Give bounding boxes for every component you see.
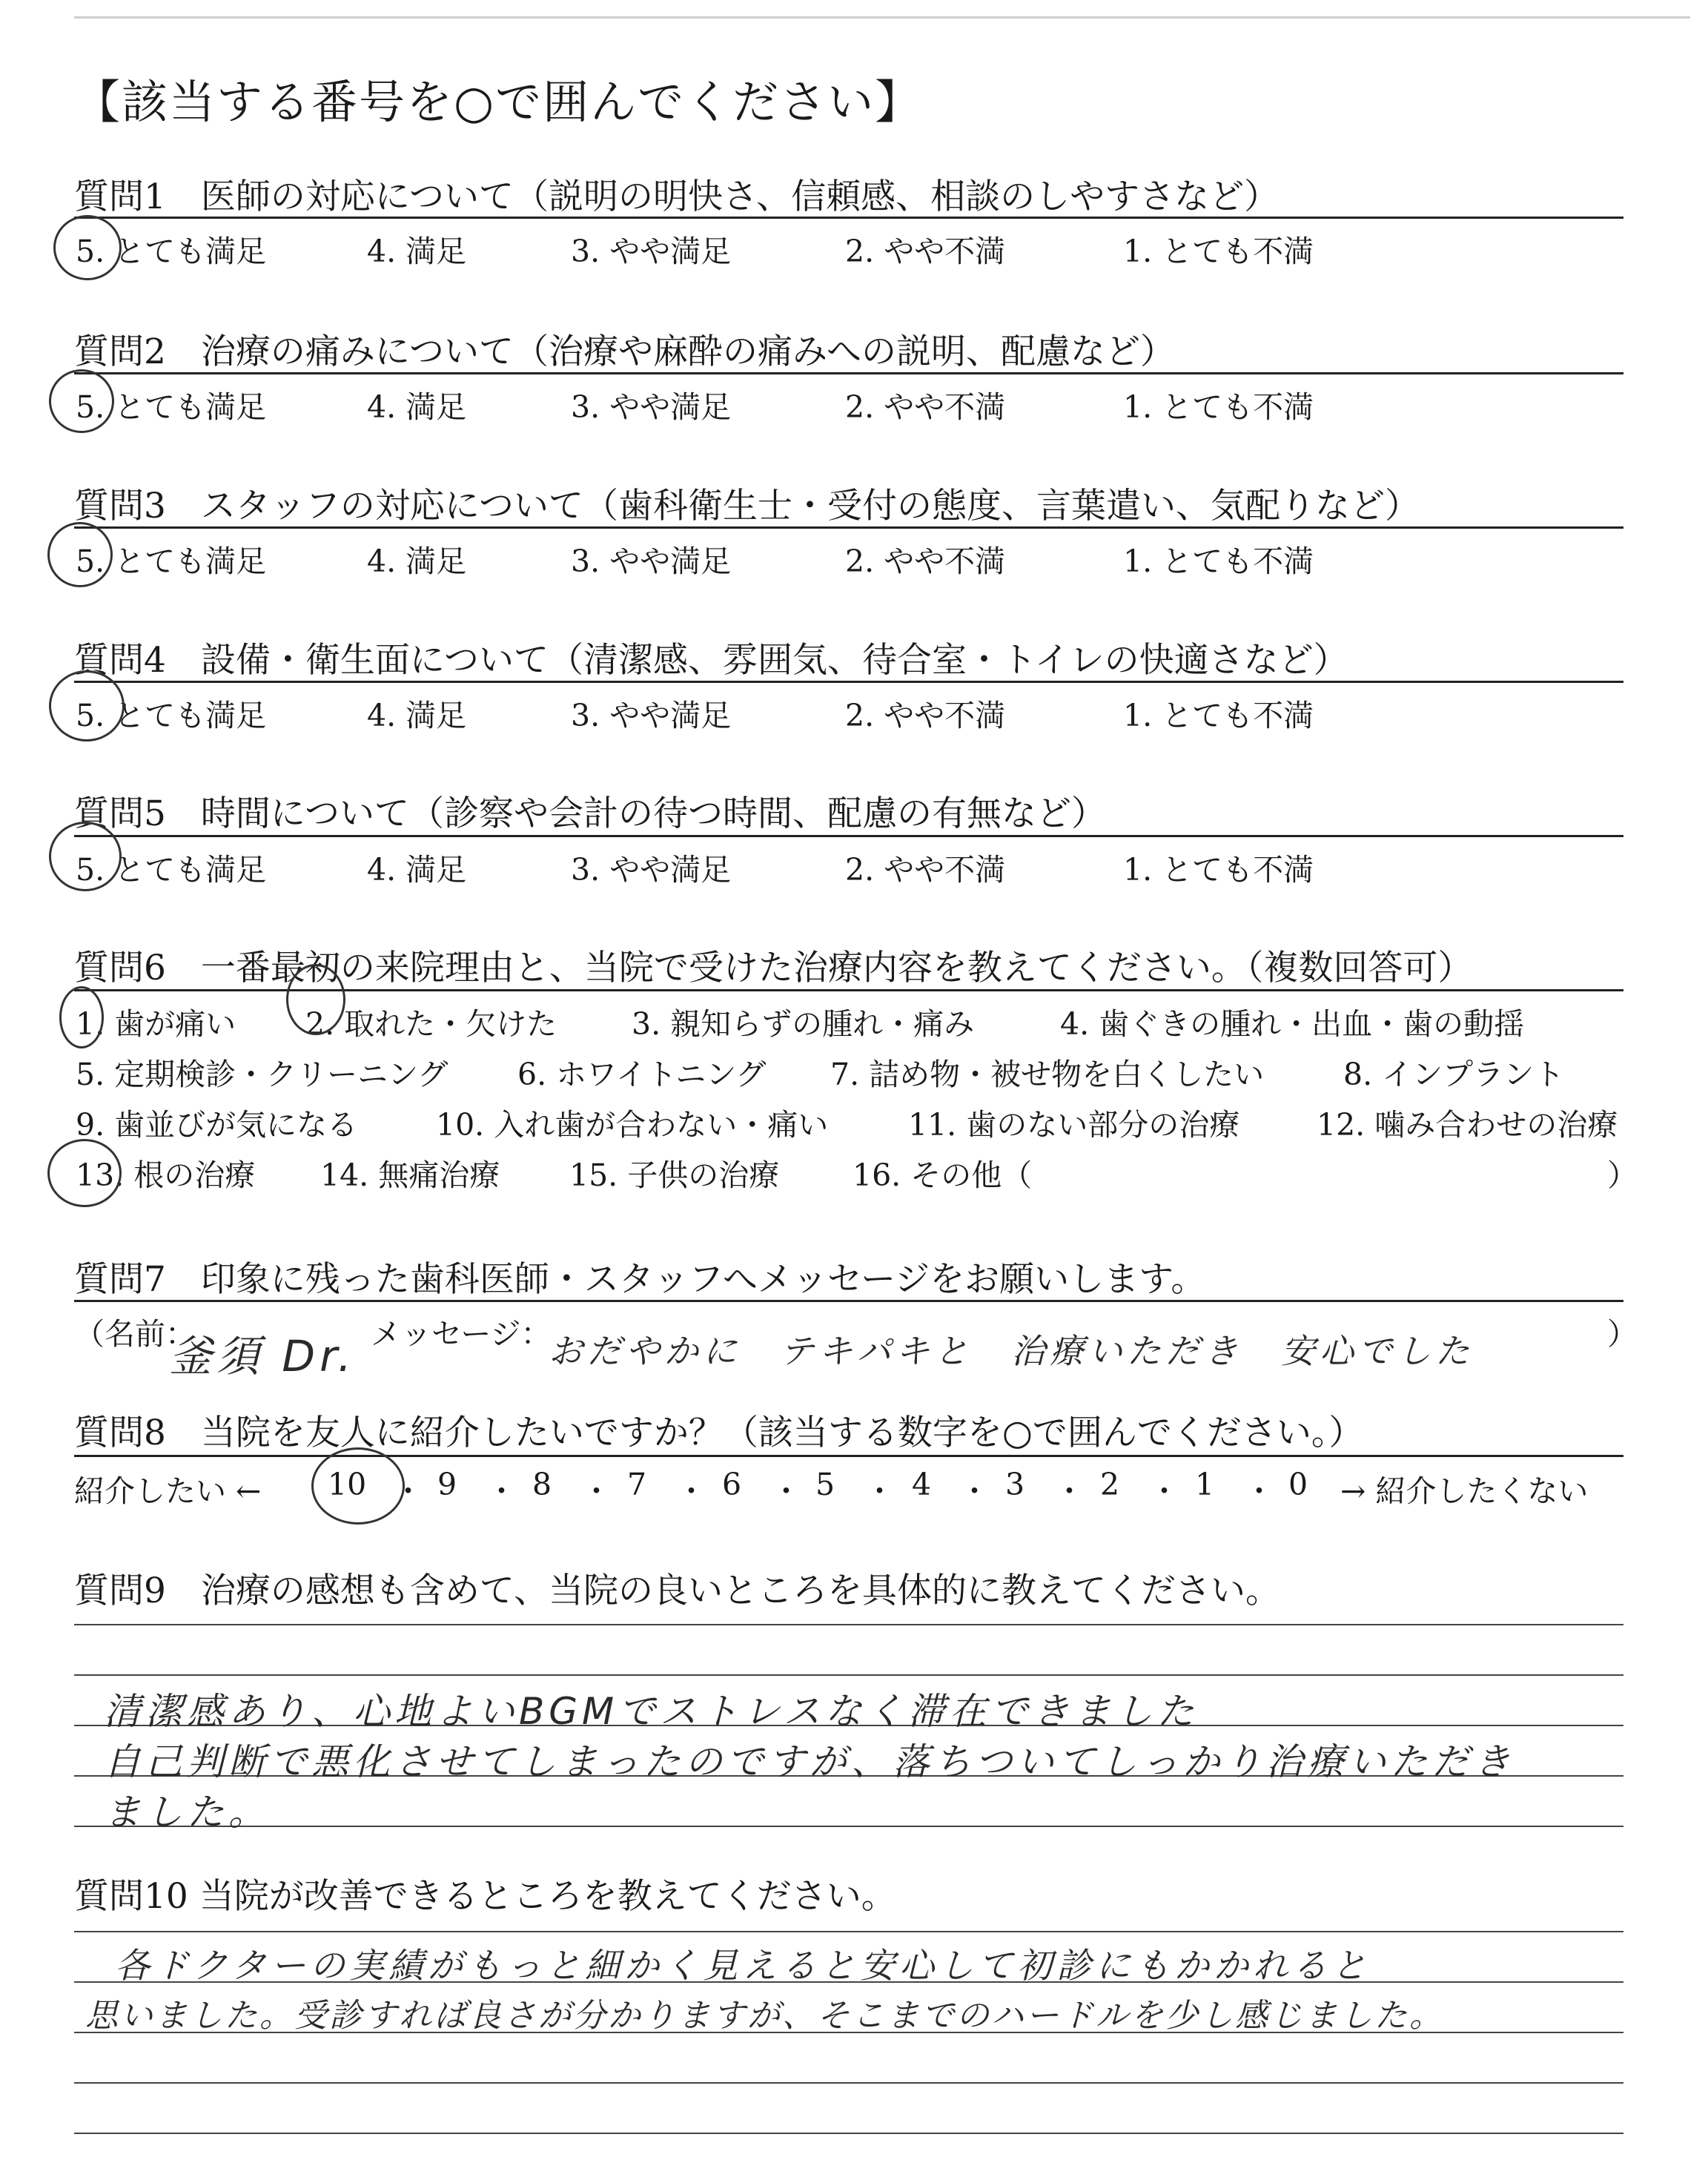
q3-option-3[interactable]: 3. やや満足 <box>571 544 732 579</box>
q7-rule <box>74 1300 1623 1302</box>
q5-selected-circle <box>49 822 122 891</box>
q1-selected-circle <box>53 215 122 280</box>
q8-dot: ・ <box>393 1473 423 1509</box>
q5-option-4[interactable]: 4. 満足 <box>367 852 467 888</box>
q5-option-3[interactable]: 3. やや満足 <box>571 852 732 888</box>
q8-title: 質問8 当院を友人に紹介したいですか？（該当する数字を○で囲んでください。） <box>74 1413 1364 1453</box>
q6-option-9[interactable]: 9. 歯並びが気になる <box>76 1107 358 1143</box>
q7-message-label: メッセージ： <box>371 1316 552 1352</box>
q1-option-3[interactable]: 3. やや満足 <box>571 234 732 269</box>
q6-other-close-paren: ） <box>1607 1157 1638 1193</box>
q6-option-6[interactable]: 6. ホワイトニング <box>517 1057 767 1092</box>
q4-selected-circle <box>49 670 125 742</box>
q1-option-4[interactable]: 4. 満足 <box>367 234 467 269</box>
q6-option-8[interactable]: 8. インプラント <box>1343 1057 1565 1092</box>
q6-option-12[interactable]: 12. 噛み合わせの治療 <box>1317 1107 1618 1143</box>
q3-option-2[interactable]: 2. やや不満 <box>845 544 1006 579</box>
q2-option-4[interactable]: 4. 満足 <box>367 389 467 425</box>
q9-answer-line-1[interactable]: 清潔感あり、心地よいBGMでストレスなく滞在できました <box>104 1690 1199 1733</box>
q9-line-1 <box>74 1624 1623 1625</box>
q10-title: 質問10 当院が改善できるところを教えてください。 <box>74 1876 896 1917</box>
q8-scale-1[interactable]: 1 <box>1195 1467 1215 1502</box>
q3-rule <box>74 526 1623 529</box>
q3-option-1[interactable]: 1. とても不満 <box>1123 544 1314 579</box>
q4-option-1[interactable]: 1. とても不満 <box>1123 698 1314 733</box>
q8-scale-10[interactable]: 10 <box>328 1467 367 1502</box>
q6-selected-circle-1 <box>59 986 104 1048</box>
q8-dot: ・ <box>1149 1473 1179 1509</box>
q9-line-5 <box>74 1826 1623 1827</box>
q8-dot: ・ <box>486 1473 517 1509</box>
q8-scale-4[interactable]: 4 <box>912 1467 932 1502</box>
q8-rule <box>74 1455 1623 1457</box>
q10-answer-line-2[interactable]: 思いました。受診すれば良さが分かりますが、そこまでのハードルを少し感じました。 <box>85 1997 1444 2035</box>
q4-option-2[interactable]: 2. やや不満 <box>845 698 1006 733</box>
q1-option-2[interactable]: 2. やや不満 <box>845 234 1006 269</box>
q4-option-3[interactable]: 3. やや満足 <box>571 698 732 733</box>
q8-scale-5[interactable]: 5 <box>815 1467 835 1502</box>
q3-selected-circle <box>47 522 113 587</box>
q5-rule <box>74 835 1623 837</box>
q2-option-5[interactable]: 5. とても満足 <box>76 389 267 425</box>
q9-answer-line-3[interactable]: ました。 <box>104 1791 270 1834</box>
q8-scale-9[interactable]: 9 <box>437 1467 457 1502</box>
q6-option-7[interactable]: 7. 詰め物・被せ物を白くしたい <box>830 1057 1265 1092</box>
top-edge-line <box>74 16 1690 19</box>
q9-title: 質問9 治療の感想も含めて、当院の良いところを具体的に教えてください。 <box>74 1571 1280 1611</box>
q10-line-1 <box>74 1931 1623 1932</box>
q7-name-label: （名前： <box>74 1316 196 1352</box>
q1-title: 質問1 医師の対応について（説明の明快さ、信頼感、相談のしやすさなど） <box>74 176 1280 217</box>
q8-scale-7[interactable]: 7 <box>627 1467 647 1502</box>
q7-close-paren: ） <box>1607 1316 1638 1352</box>
q8-dot: ・ <box>771 1473 801 1509</box>
q6-title: 質問6 一番最初の来院理由と、当院で受けた治療内容を教えてください。（複数回答可） <box>74 948 1473 988</box>
q10-line-4 <box>74 2082 1623 2084</box>
q6-option-4[interactable]: 4. 歯ぐきの腫れ・出血・歯の動揺 <box>1060 1006 1525 1042</box>
q6-option-15[interactable]: 15. 子供の治療 <box>569 1157 780 1193</box>
q8-scale-8[interactable]: 8 <box>532 1467 552 1502</box>
q8-scale-0[interactable]: 0 <box>1288 1467 1308 1502</box>
q4-option-5[interactable]: 5. とても満足 <box>76 698 267 733</box>
q6-option-11[interactable]: 11. 歯のない部分の治療 <box>908 1107 1240 1143</box>
q6-selected-circle-13 <box>47 1139 122 1207</box>
q5-option-5[interactable]: 5. とても満足 <box>76 852 267 888</box>
q7-message-value[interactable]: おだやかに テキパキと 治療いただき 安心でした <box>549 1331 1474 1371</box>
q1-rule <box>74 217 1623 219</box>
q9-line-2 <box>74 1674 1623 1676</box>
q4-option-4[interactable]: 4. 満足 <box>367 698 467 733</box>
q10-line-5 <box>74 2133 1623 2134</box>
q1-option-5[interactable]: 5. とても満足 <box>76 234 267 269</box>
q5-title: 質問5 時間について（診察や会計の待つ時間、配慮の有無など） <box>74 793 1106 834</box>
q7-name-value[interactable]: 釜須 Dr. <box>169 1331 357 1381</box>
q2-option-1[interactable]: 1. とても不満 <box>1123 389 1314 425</box>
q6-option-13[interactable]: 13. 根の治療 <box>76 1157 256 1193</box>
q8-right-label: → 紹介したくない <box>1340 1473 1589 1509</box>
q1-option-1[interactable]: 1. とても不満 <box>1123 234 1314 269</box>
q8-dot: ・ <box>581 1473 612 1509</box>
q10-answer-line-1[interactable]: 各ドクターの実績がもっと細かく見えると安心して初診にもかかれると <box>115 1946 1371 1986</box>
q9-answer-line-2[interactable]: 自己判断で悪化させてしまったのですが、落ちついてしっかり治療いただき <box>104 1740 1515 1783</box>
q8-selected-circle <box>311 1447 405 1525</box>
q8-dot: ・ <box>864 1473 895 1509</box>
q6-option-5[interactable]: 5. 定期検診・クリーニング <box>76 1057 448 1092</box>
q2-option-3[interactable]: 3. やや満足 <box>571 389 732 425</box>
q3-option-5[interactable]: 5. とても満足 <box>76 544 267 579</box>
q4-title: 質問4 設備・衛生面について（清潔感、雰囲気、待合室・トイレの快適さなど） <box>74 640 1348 681</box>
page-title: 【該当する番号を○で囲んでください】 <box>74 75 923 129</box>
q8-dot: ・ <box>1244 1473 1274 1509</box>
q2-selected-circle <box>49 369 114 433</box>
q4-rule <box>74 681 1623 683</box>
q6-option-2[interactable]: 2. 取れた・欠けた <box>305 1006 557 1042</box>
q8-dot: ・ <box>676 1473 706 1509</box>
q8-left-label: 紹介したい ← <box>74 1473 262 1509</box>
q3-title: 質問3 スタッフの対応について（歯科衛生士・受付の態度、言葉遣い、気配りなど） <box>74 486 1420 526</box>
q6-option-14[interactable]: 14. 無痛治療 <box>320 1157 500 1193</box>
q8-scale-6[interactable]: 6 <box>722 1467 742 1502</box>
q7-title: 質問7 印象に残った歯科医師・スタッフへメッセージをお願いします。 <box>74 1259 1206 1300</box>
q6-option-10[interactable]: 10. 入れ歯が合わない・痛い <box>436 1107 829 1143</box>
q8-scale-3[interactable]: 3 <box>1005 1467 1025 1502</box>
q3-option-4[interactable]: 4. 満足 <box>367 544 467 579</box>
q6-selected-circle-2 <box>286 964 345 1035</box>
q2-title: 質問2 治療の痛みについて（治療や麻酔の痛みへの説明、配慮など） <box>74 331 1176 372</box>
q5-option-2[interactable]: 2. やや不満 <box>845 852 1006 888</box>
q8-dot: ・ <box>959 1473 990 1509</box>
q8-dot: ・ <box>1054 1473 1085 1509</box>
q6-option-16[interactable]: 16. その他（ <box>853 1157 1033 1193</box>
q5-option-1[interactable]: 1. とても不満 <box>1123 852 1314 888</box>
q6-option-1[interactable]: 1. 歯が痛い <box>76 1006 236 1042</box>
q2-option-2[interactable]: 2. やや不満 <box>845 389 1006 425</box>
q6-option-3[interactable]: 3. 親知らずの腫れ・痛み <box>632 1006 975 1042</box>
q8-scale-2[interactable]: 2 <box>1100 1467 1120 1502</box>
q2-rule <box>74 372 1623 374</box>
